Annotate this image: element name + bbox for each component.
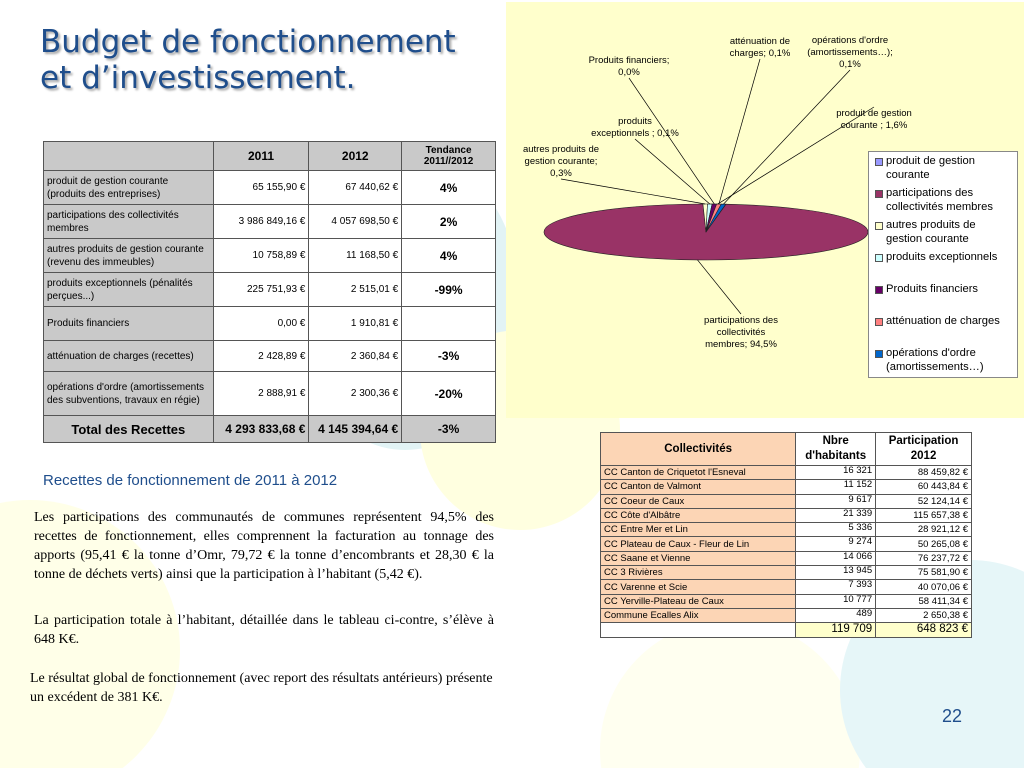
value-2012: 1 910,81 € (309, 307, 402, 341)
legend-label: participations des collectivités membres (886, 187, 993, 213)
chart-legend (868, 151, 1018, 378)
habitants-cell: 11 152 (796, 480, 876, 494)
data-label-line: produits (618, 116, 652, 127)
table-caption: Recettes de fonctionnement de 2011 à 2012 (43, 472, 338, 489)
data-label-line: participations des (704, 315, 778, 326)
total-2011: 4 293 833,68 € (213, 416, 309, 443)
legend-swatch (875, 190, 883, 198)
habitants-cell: 13 945 (796, 566, 876, 580)
collectivite-name: CC 3 Rivières (601, 566, 796, 580)
legend-label: opérations d'ordre (amortissements…) (886, 347, 984, 373)
table-row (44, 341, 496, 372)
participation-cell: 40 070,06 € (876, 580, 972, 594)
collectivite-name: CC Canton de Valmont (601, 480, 796, 494)
row-label: participations des collectivités membres (44, 205, 214, 239)
leader-line (724, 70, 850, 204)
table-row (44, 171, 496, 205)
table-row (601, 480, 972, 494)
row-label: produits exceptionnels (pénalités perçues...) (44, 273, 214, 307)
data-label-line: membres; 94,5% (705, 339, 777, 350)
table-corner (44, 142, 214, 171)
trend-value: 4% (402, 171, 496, 205)
table-row (44, 205, 496, 239)
legend-label: Produits financiers (886, 283, 979, 295)
participation-cell: 50 265,08 € (876, 537, 972, 551)
habitants-cell: 9 274 (796, 537, 876, 551)
data-label-line: Produits financiers; (588, 55, 670, 66)
collectivite-name: Commune Ecalles Alix (601, 608, 796, 622)
value-2011: 10 758,89 € (213, 239, 309, 273)
data-label (589, 55, 670, 78)
value-2012: 2 360,84 € (309, 341, 402, 372)
legend-item (875, 283, 1015, 297)
data-label-line: exceptionnels ; 0,1% (591, 128, 679, 139)
data-label (591, 116, 679, 139)
participation-cell: 58 411,34 € (876, 594, 972, 608)
collectivite-name: CC Canton de Criquetot l'Esneval (601, 466, 796, 480)
habitants-cell: 5 336 (796, 523, 876, 537)
column-header: 2012 (309, 142, 402, 171)
participation-cell: 60 443,84 € (876, 480, 972, 494)
value-2011: 65 155,90 € (213, 171, 309, 205)
data-label-line: atténuation de (729, 36, 791, 47)
total-2012: 4 145 394,64 € (309, 416, 402, 443)
legend-item (875, 315, 1015, 329)
data-label (523, 144, 599, 179)
legend-swatch (875, 350, 883, 358)
table-row (44, 372, 496, 416)
trend-value: -20% (402, 372, 496, 416)
recettes-table (43, 141, 496, 443)
trend-value: -99% (402, 273, 496, 307)
table-row (601, 608, 972, 622)
total-blank-cell (601, 623, 796, 637)
data-label-line: 0,0% (618, 67, 640, 78)
table-row (44, 273, 496, 307)
value-2011: 3 986 849,16 € (213, 205, 309, 239)
table-row (601, 508, 972, 522)
table-row (44, 239, 496, 273)
data-label-line: 0,1% (839, 59, 861, 70)
participation-cell: 88 459,82 € (876, 466, 972, 480)
value-2011: 2 428,89 € (213, 341, 309, 372)
collectivite-name: CC Saane et Vienne (601, 551, 796, 565)
column-header: Nbre d'habitants (796, 433, 876, 466)
habitants-cell: 10 777 (796, 594, 876, 608)
total-label: Total des Recettes (44, 416, 214, 443)
habitants-cell: 7 393 (796, 580, 876, 594)
habitants-cell: 21 339 (796, 508, 876, 522)
data-label-line: gestion courante; (524, 156, 598, 167)
legend-item (875, 251, 1015, 265)
background-shape (600, 620, 860, 768)
value-2012: 2 515,01 € (309, 273, 402, 307)
table-row (601, 466, 972, 480)
leader-lines (561, 59, 874, 314)
participation-cell: 28 921,12 € (876, 523, 972, 537)
trend-value (402, 307, 496, 341)
data-label-line: charges; 0,1% (729, 48, 791, 59)
data-label (807, 35, 893, 70)
data-label-line: collectivités (716, 327, 766, 338)
data-label-line: courante ; 1,6% (840, 120, 908, 131)
value-2011: 0,00 € (213, 307, 309, 341)
value-2011: 225 751,93 € (213, 273, 309, 307)
legend-swatch (875, 254, 883, 262)
legend-item (875, 187, 1015, 214)
collectivites-table (600, 432, 972, 638)
table-row (601, 537, 972, 551)
row-label: opérations d'ordre (amortissements des subventions, travaux en régie) (44, 372, 214, 416)
leader-line (629, 78, 714, 204)
collectivite-name: CC Yerville-Plateau de Caux (601, 594, 796, 608)
data-label (730, 36, 791, 59)
trend-value: -3% (402, 341, 496, 372)
collectivite-name: CC Varenne et Scie (601, 580, 796, 594)
legend-item (875, 219, 1015, 246)
page-title (40, 24, 456, 96)
data-label-line: 0,3% (550, 168, 572, 179)
data-label-line: opérations d'ordre (811, 35, 889, 46)
habitants-cell: 14 066 (796, 551, 876, 565)
table-total-row (44, 416, 496, 443)
table-row (601, 551, 972, 565)
value-2012: 4 057 698,50 € (309, 205, 402, 239)
data-labels (523, 35, 912, 350)
paragraph: Le résultat global de fonctionnement (avec report des résultats antérieurs) présente un excédent de 381 K€. (30, 671, 493, 705)
column-header: 2011 (213, 142, 309, 171)
table-row (601, 580, 972, 594)
value-2012: 11 168,50 € (309, 239, 402, 273)
total-participation: 648 823 € (876, 623, 972, 637)
habitants-cell: 16 321 (796, 466, 876, 480)
legend-swatch (875, 286, 883, 294)
row-label: atténuation de charges (recettes) (44, 341, 214, 372)
participation-cell: 75 581,90 € (876, 566, 972, 580)
title-line: Budget de fonctionnement (40, 24, 456, 60)
leader-line (719, 59, 760, 204)
table-row (601, 594, 972, 608)
data-label-line: produit de gestion (836, 108, 912, 119)
row-label: autres produits de gestion courante (revenu des immeubles) (44, 239, 214, 273)
legend-swatch (875, 318, 883, 326)
table-row (44, 307, 496, 341)
habitants-cell: 9 617 (796, 494, 876, 508)
legend-swatch (875, 222, 883, 230)
total-habitants: 119 709 (796, 623, 876, 637)
trend-value: 4% (402, 239, 496, 273)
page-number: 22 (941, 706, 962, 726)
collectivite-name: CC Coeur de Caux (601, 494, 796, 508)
table-row (601, 523, 972, 537)
data-label-line: autres produits de (522, 144, 600, 155)
total-trend: -3% (402, 416, 496, 443)
collectivites-body (601, 466, 972, 623)
legend-label: autres produits de gestion courante (886, 219, 976, 245)
column-header: Tendance 2011//2012 (402, 142, 496, 171)
data-label (836, 108, 912, 131)
data-label (704, 315, 778, 350)
title-line: et d’investissement. (40, 60, 356, 96)
collectivite-name: CC Plateau de Caux - Fleur de Lin (601, 537, 796, 551)
legend-label: atténuation de charges (886, 315, 1000, 327)
column-header: Participation 2012 (876, 433, 972, 466)
legend-item (875, 155, 1015, 182)
value-2012: 2 300,36 € (309, 372, 402, 416)
paragraph: La participation totale à l’habitant, détaillée dans le tableau ci-contre, s’élève à 648 K€. (34, 613, 494, 647)
collectivite-name: CC Côte d'Albâtre (601, 508, 796, 522)
value-2011: 2 888,91 € (213, 372, 309, 416)
paragraph: Les participations des communautés de communes représentent 94,5% des recettes de fonctionnement, elles comprennent la facturation au tonnage des apports (95,41 € la tonne d’Omr, 79,72 € la tonne d’encombrants et 28,30 € la tonne de déchets verts) ainsi que la participation à l’habitant (5,42 €). (34, 510, 494, 582)
participation-cell: 2 650,38 € (876, 608, 972, 622)
habitants-cell: 489 (796, 608, 876, 622)
leader-line (561, 179, 705, 204)
participation-cell: 76 237,72 € (876, 551, 972, 565)
table-total-row (601, 623, 972, 637)
pie-tops (544, 204, 868, 260)
row-label: Produits financiers (44, 307, 214, 341)
collectivite-name: CC Entre Mer et Lin (601, 523, 796, 537)
participation-cell: 52 124,14 € (876, 494, 972, 508)
leader-line (635, 139, 710, 204)
legend-item (875, 347, 1015, 374)
participation-cell: 115 657,38 € (876, 508, 972, 522)
data-label-line: (amortissements…); (807, 47, 893, 58)
legend-swatch (875, 158, 883, 166)
trend-value: 2% (402, 205, 496, 239)
leader-line (698, 260, 741, 314)
legend-label: produits exceptionnels (886, 251, 998, 263)
column-header: Collectivités (601, 433, 796, 466)
row-label: produit de gestion courante (produits des entreprises) (44, 171, 214, 205)
legend-label: produit de gestion courante (886, 155, 975, 181)
table-row (601, 494, 972, 508)
table-row (601, 566, 972, 580)
value-2012: 67 440,62 € (309, 171, 402, 205)
